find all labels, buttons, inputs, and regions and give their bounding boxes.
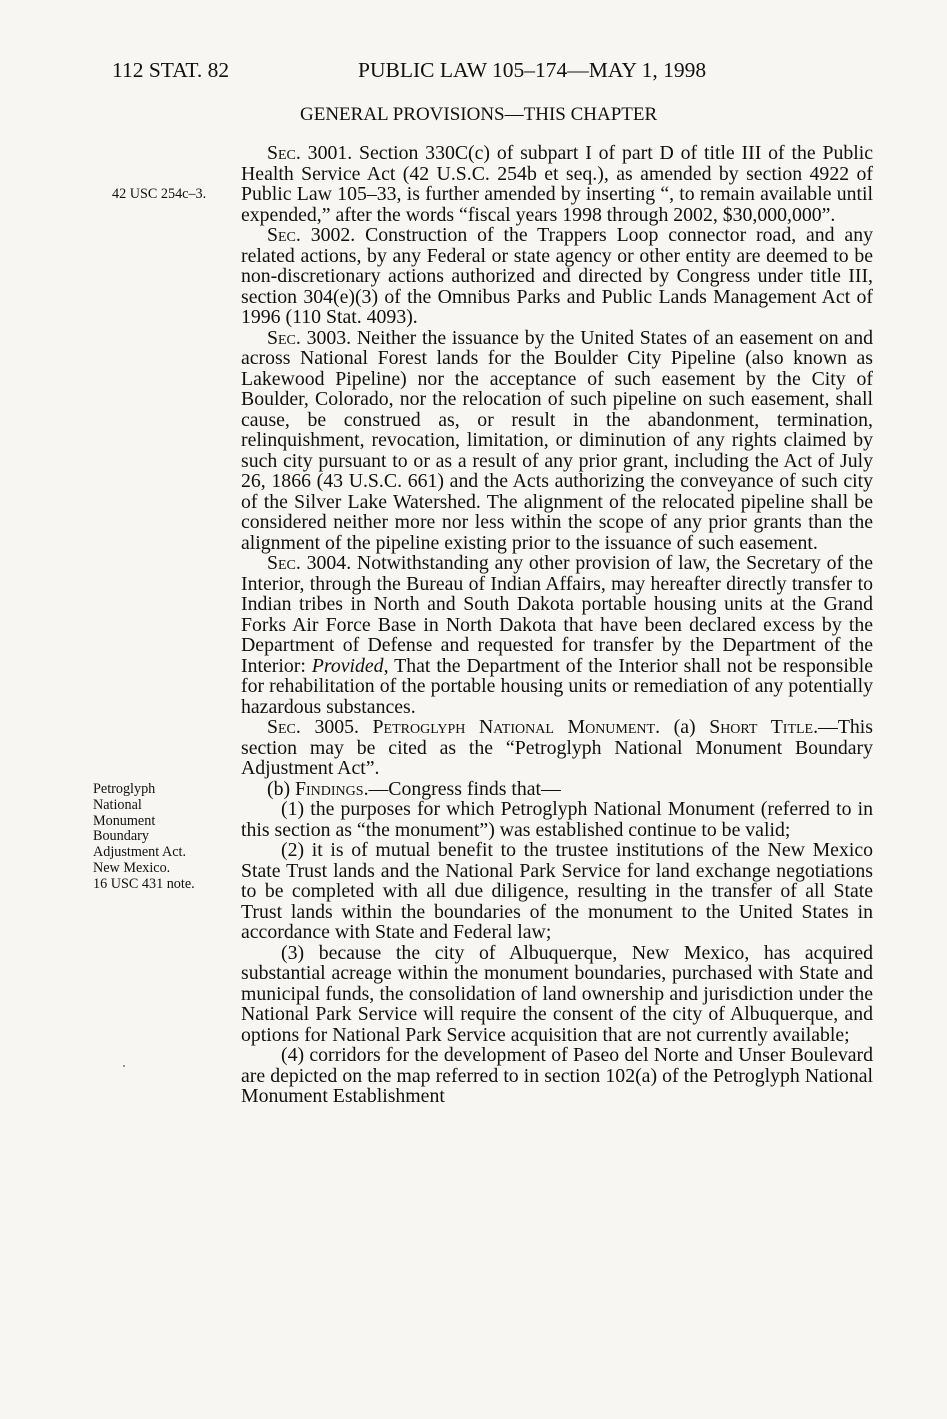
margin-note-usc: 42 USC 254c–3. [112, 186, 207, 202]
subsection-label: (a) [660, 716, 710, 738]
section-text: Construction of the Trappers Loop connector road, and any related actions, by any Federal or state agency or other entity are deemed to be non-discretionary actions authorized and directed by Congress under title III, section 304(e)(3) of the Omnibus Parks and Public Lands Management Act of 1996 (110 Stat. 4093). [241, 224, 873, 328]
subsection-text: .—Congress finds that— [363, 777, 561, 800]
finding-item: (3) because the city of Albuquerque, New Mexico, has acquired substantial acreage within the monument boundaries, purchased with State and municipal funds, the consolidation of land ownership and jurisdiction under the National Park Service will require the consent of the city of Albuquerque, and options for National Park Service acquisition that are not currently available; [241, 941, 873, 1046]
section-label: Sec. [267, 552, 301, 574]
page-reference: 112 STAT. 82 [112, 58, 230, 82]
section-3004 [241, 553, 873, 717]
section-text: Section 330C(c) of subpart I of part D of title III of the Public Health Service Act (42 U.S.C. 254b et seq.), as amended by section 4922 of Public Law 105–33, is further amended by inserting “, to remain available until expended,” after the words “fiscal years 1998 through 2002, $30,000,000”. [241, 142, 874, 226]
subsection-b [241, 779, 873, 800]
section-label: Sec. [267, 224, 301, 246]
finding-item: (2) it is of mutual benefit to the trustee institutions of the New Mexico State Trust lands and the National Park Service for land exchange negotiations to be completed with all due diligence, resulting in the transfer of all State Trust lands within the boundaries of the monument to the United States in accordance with State and Federal law; [241, 839, 873, 943]
document-body [241, 143, 873, 1107]
margin-note-line: Adjustment Act. [93, 844, 187, 861]
subsection-heading: Findings [295, 777, 364, 800]
section-number: 3005. [300, 716, 359, 738]
section-label: Sec. [267, 326, 301, 349]
finding-item: (1) the purposes for which Petroglyph National Monument (referred to in this section as “the monument”) was established continue to be valid; [241, 798, 873, 841]
section-number: 3004. [300, 552, 352, 574]
section-text: Notwithstanding any other provision of law, the Secretary of the Interior, through the Bureau of Indian Affairs, may hereafter directly transfer to Indian tribes in North and South Dakota portable housing units at the Grand Forks Air Force Base in North Dakota that have been declared excess by the Department of Defense and requested for transfer by the Department of the Interior: [241, 552, 874, 677]
margin-note-line: 16 USC 431 note. [93, 875, 195, 892]
proviso-italic: Provided [311, 654, 384, 677]
subsection-label: (b) [267, 777, 296, 800]
law-title: PUBLIC LAW 105–174—MAY 1, 1998 [358, 58, 707, 82]
section-label: Sec. [267, 142, 301, 164]
page-header [112, 58, 832, 88]
margin-note-line: Petroglyph [93, 781, 156, 797]
section-3002 [241, 225, 873, 328]
section-title: Petroglyph National Monument. [358, 716, 661, 738]
margin-note-line: Boundary [93, 828, 149, 845]
scan-speck [123, 1065, 125, 1067]
margin-note-line: National [93, 796, 142, 813]
section-3003 [241, 328, 873, 554]
subsection-text: .—This section may be cited as the “Petroglyph National Monument Boundary Adjustment Act”. [241, 716, 874, 779]
finding-item: (4) corridors for the development of Paseo del Norte and Unser Boulevard are depicted on the map referred to in section 102(a) of the Petroglyph National Monument Establishment [241, 1044, 873, 1107]
margin-note-line: Monument [93, 812, 156, 829]
section-text: Neither the issuance by the United States of an easement on and across National Forest lands for the Boulder City Pipeline (also known as Lakewood Pipeline) nor the acceptance of such easement by the City of Boulder, Colorado, nor the relocation of such pipeline on such easement, shall cause, be construed as, or result in the abandonment, termination, relinquishment, revocation, limitation, or diminution of any rights claimed by such city pursuant to or as a result of any prior grant, including the Act of July 26, 1866 (43 U.S.C. 661) and the Acts authorizing the conveyance of such city of the Silver Lake Watershed. The alignment of the relocated pipeline shall be considered neither more nor less within the scope of any prior grants than the alignment of the pipeline existing prior to the issuance of such easement. [241, 326, 873, 554]
margin-note-act [93, 782, 233, 893]
section-number: 3002. [300, 224, 356, 246]
section-3001 [241, 143, 873, 225]
section-number: 3001. [300, 142, 353, 164]
section-number: 3003. [300, 326, 352, 349]
section-label: Sec. [267, 716, 301, 738]
section-text: , That the Department of the Interior shall not be responsible for rehabilitation of the portable housing units or remediation of any potentially hazardous substances. [241, 654, 873, 718]
margin-note-line: New Mexico. [93, 859, 171, 876]
section-3005 [241, 717, 873, 779]
chapter-heading: GENERAL PROVISIONS—THIS CHAPTER [300, 104, 658, 125]
subsection-heading: Short Title [709, 716, 814, 738]
